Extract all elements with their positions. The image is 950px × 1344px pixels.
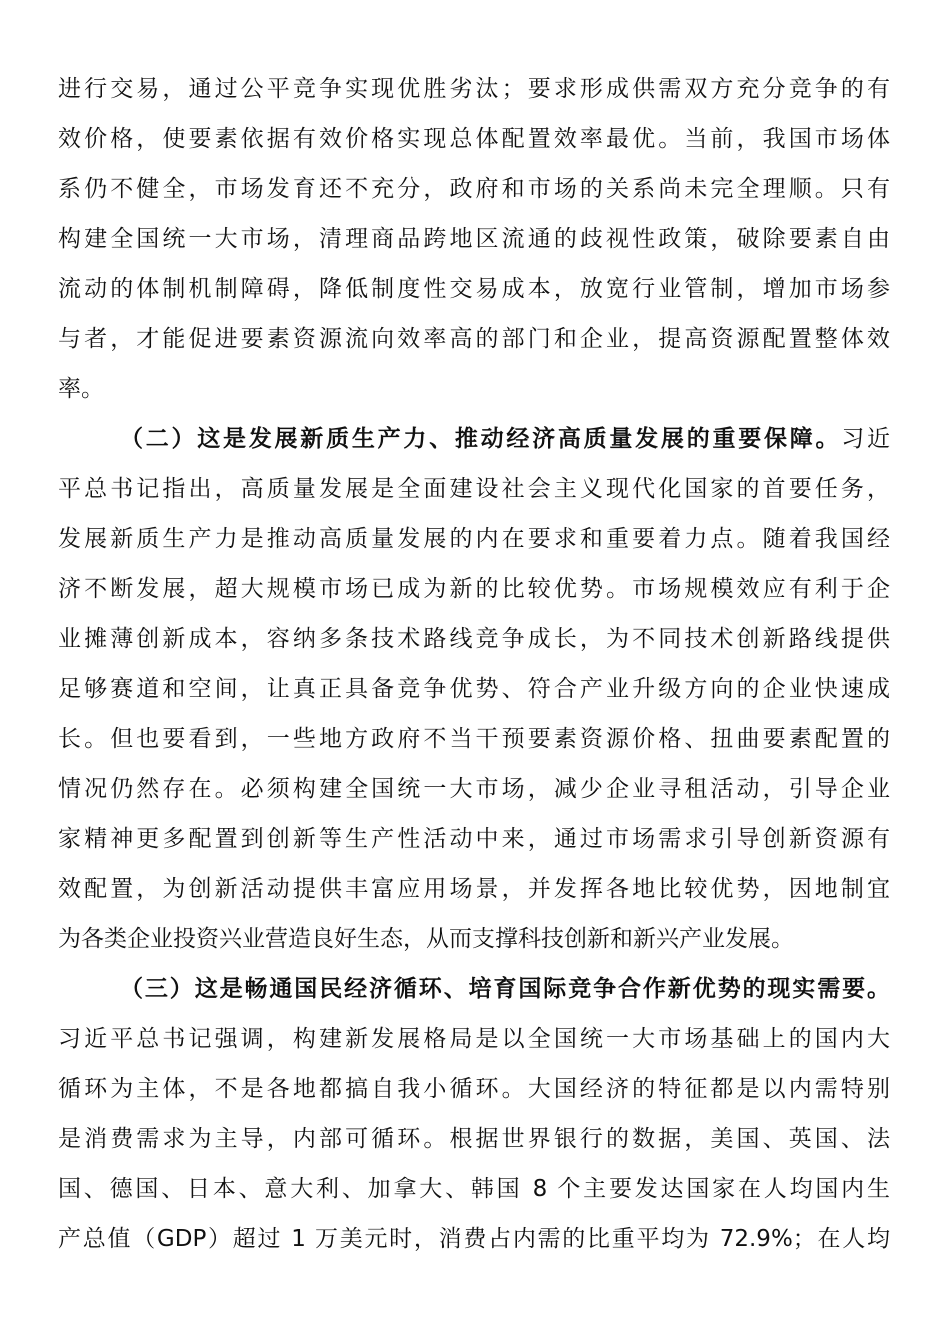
text-line: 习近平总书记强调，构建新发展格局是以全国统一大市场基础上的国内大 xyxy=(58,1026,890,1052)
document-page xyxy=(58,64,890,1264)
text-line: 是消费需求为主导，内部可循环。根据世界银行的数据，美国、英国、法 xyxy=(58,1126,890,1152)
text-line: 系仍不健全，市场发育还不充分，政府和市场的关系尚未完全理顺。只有 xyxy=(58,176,890,202)
text-line: 足够赛道和空间，让真正具备竞争优势、符合产业升级方向的企业快速成 xyxy=(58,676,890,702)
text-line: 率。 xyxy=(58,376,104,402)
text-run: 习近 xyxy=(841,426,890,452)
section-heading-line xyxy=(58,414,890,464)
text-line: 家精神更多配置到创新等生产性活动中来，通过市场需求引导创新资源有 xyxy=(58,826,890,852)
paragraph-1 xyxy=(58,64,890,414)
text-line: 效价格，使要素依据有效价格实现总体配置效率最优。当前，我国市场体 xyxy=(58,126,890,152)
section-heading: （二）这是发展新质生产力、推动经济高质量发展的重要保障。 xyxy=(120,426,842,452)
text-line: 产总值（GDP）超过 1 万美元时，消费占内需的比重平均为 72.9%；在人均 xyxy=(58,1226,890,1252)
text-line: 进行交易，通过公平竞争实现优胜劣汰；要求形成供需双方充分竞争的有 xyxy=(58,76,890,102)
section-heading: （三）这是畅通国民经济循环、培育国际竞争合作新优势的现实需要。 xyxy=(120,976,890,1002)
text-line: 效配置，为创新活动提供丰富应用场景，并发挥各地比较优势，因地制宜 xyxy=(58,876,890,902)
text-line: 构建全国统一大市场，清理商品跨地区流通的歧视性政策，破除要素自由 xyxy=(58,226,890,252)
text-line: 情况仍然存在。必须构建全国统一大市场，减少企业寻租活动，引导企业 xyxy=(58,776,890,802)
paragraph-2 xyxy=(58,414,890,964)
text-line: 济不断发展，超大规模市场已成为新的比较优势。市场规模效应有利于企 xyxy=(58,576,890,602)
text-line: 循环为主体，不是各地都搞自我小循环。大国经济的特征都是以内需特别 xyxy=(58,1076,890,1102)
text-line: 与者，才能促进要素资源流向效率高的部门和企业，提高资源配置整体效 xyxy=(58,326,890,352)
text-line: 发展新质生产力是推动高质量发展的内在要求和重要着力点。随着我国经 xyxy=(58,526,890,552)
paragraph-3 xyxy=(58,964,890,1264)
text-line: 长。但也要看到，一些地方政府不当干预要素资源价格、扭曲要素配置的 xyxy=(58,726,890,752)
section-heading-line xyxy=(58,964,890,1014)
text-line: 国、德国、日本、意大利、加拿大、韩国 8 个主要发达国家在人均国内生 xyxy=(58,1176,890,1202)
text-line: 平总书记指出，高质量发展是全面建设社会主义现代化国家的首要任务， xyxy=(58,476,890,502)
text-line: 为各类企业投资兴业营造良好生态，从而支撑科技创新和新兴产业发展。 xyxy=(58,926,794,952)
text-line: 业摊薄创新成本，容纳多条技术路线竞争成长，为不同技术创新路线提供 xyxy=(58,626,890,652)
text-line: 流动的体制机制障碍，降低制度性交易成本，放宽行业管制，增加市场参 xyxy=(58,276,890,302)
